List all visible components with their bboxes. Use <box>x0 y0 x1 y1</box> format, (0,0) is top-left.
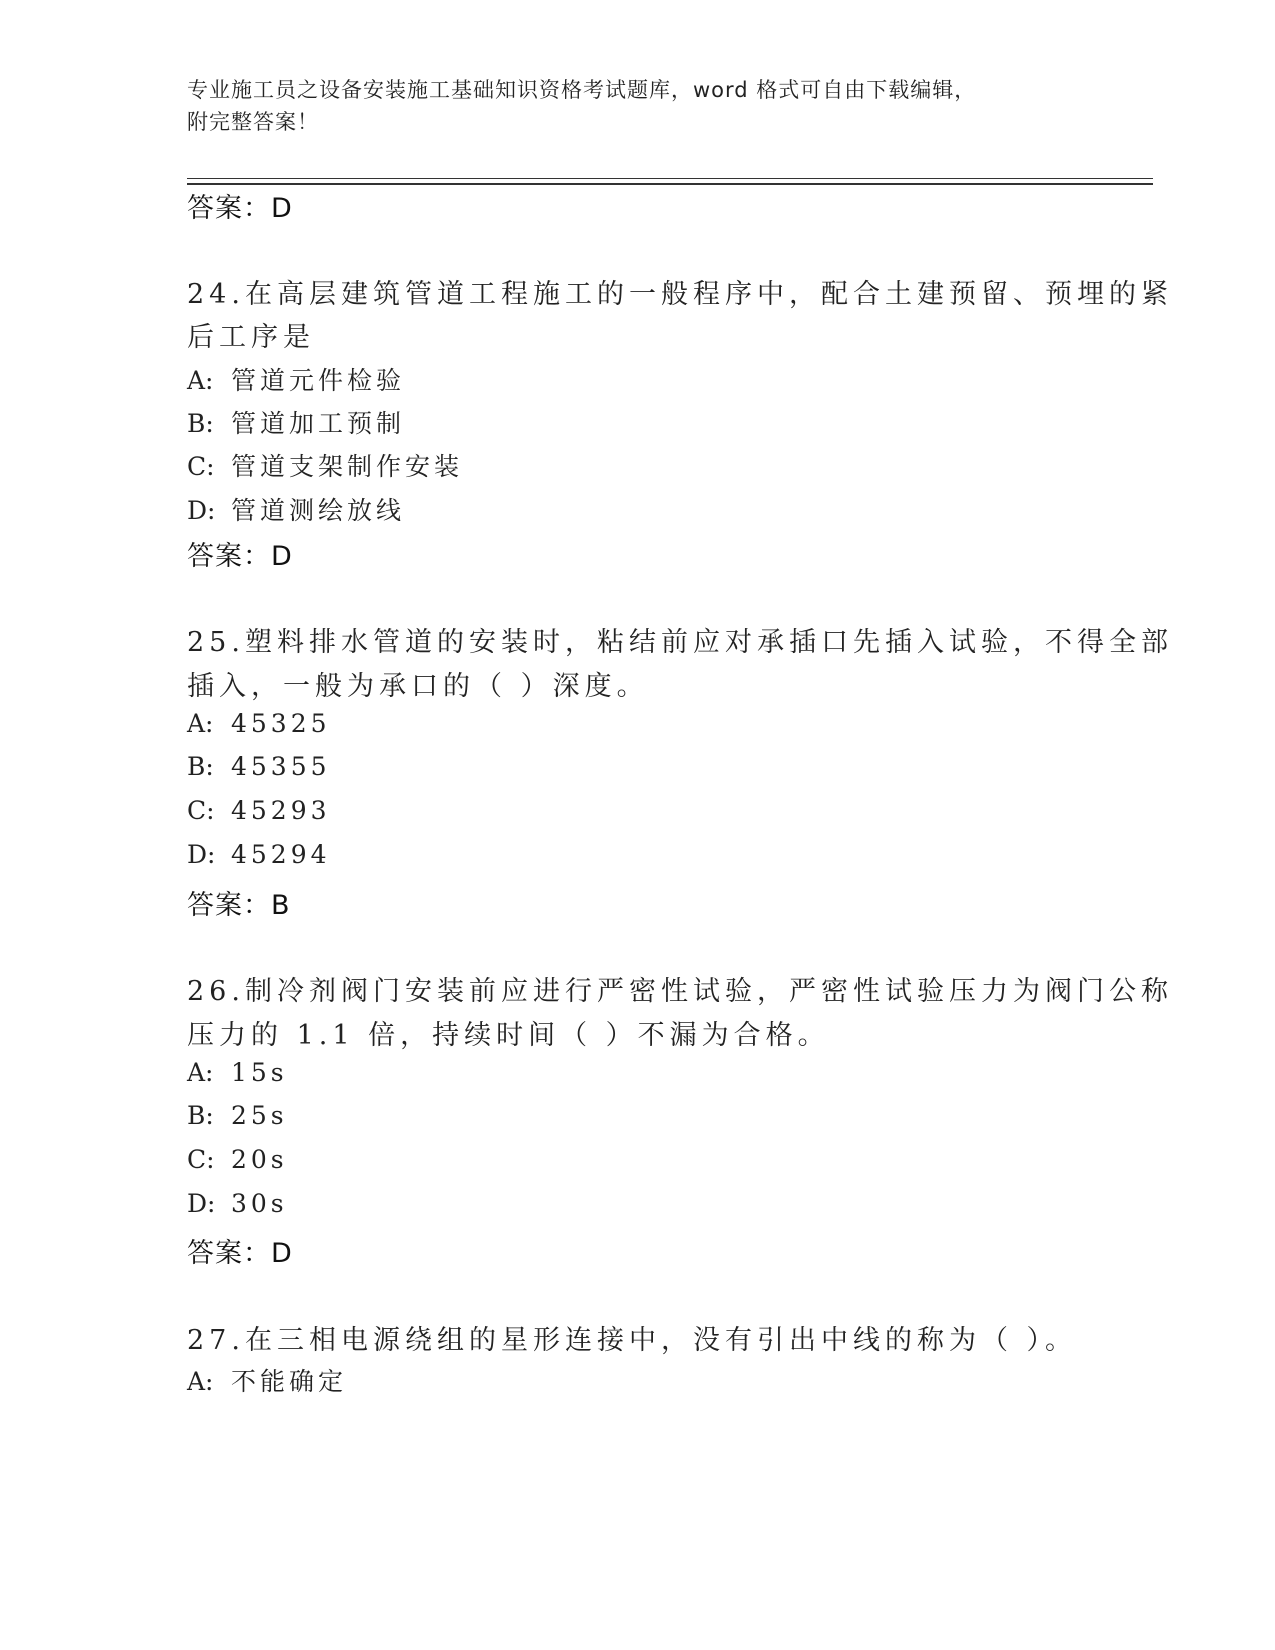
answer-25: 答案：B <box>187 890 291 921</box>
question-26-option-c <box>187 1145 288 1174</box>
option-text: 管道元件检验 <box>231 366 406 395</box>
option-text: 45355 <box>231 752 331 781</box>
option-text: 管道测绘放线 <box>231 496 406 525</box>
option-text: 45294 <box>231 840 331 869</box>
option-text: 15s <box>231 1058 288 1087</box>
header-divider-thick <box>187 183 1153 185</box>
question-24-option-b <box>187 404 405 440</box>
question-25-line-2: 插入，一般为承口的（ ）深度。 <box>187 671 649 702</box>
option-key: C: <box>187 1145 215 1174</box>
question-25-option-c <box>187 796 331 825</box>
question-25-line-1: 25.塑料排水管道的安装时，粘结前应对承插口先插入试验，不得全部 <box>187 627 1173 658</box>
option-key: B: <box>187 752 214 781</box>
option-text: 30s <box>231 1189 288 1218</box>
question-26-line-1: 26.制冷剂阀门安装前应进行严密性试验，严密性试验压力为阀门公称 <box>187 976 1173 1007</box>
question-24-option-c <box>187 447 463 483</box>
question-27-line-1: 27.在三相电源绕组的星形连接中，没有引出中线的称为（ ）。 <box>187 1325 1078 1356</box>
answer-23: 答案：D <box>187 193 293 224</box>
option-key: B: <box>187 409 214 438</box>
question-26-option-a <box>187 1058 288 1087</box>
option-key: A: <box>187 366 214 395</box>
option-key: C: <box>187 452 215 481</box>
option-key: D: <box>187 840 216 869</box>
question-26-line-2: 压力的 1.1 倍，持续时间（ ）不漏为合格。 <box>187 1020 830 1051</box>
option-key: A: <box>187 709 214 738</box>
option-key: B: <box>187 1101 214 1130</box>
option-text: 45325 <box>231 709 331 738</box>
header-line-2: 附完整答案！ <box>187 110 319 134</box>
question-24-line-2: 后工序是 <box>187 322 315 353</box>
option-key: D: <box>187 1189 216 1218</box>
question-27-option-a <box>187 1362 347 1398</box>
question-26-option-d <box>187 1189 288 1218</box>
option-text: 不能确定 <box>231 1367 348 1396</box>
header-line-1: 专业施工员之设备安装施工基础知识资格考试题库，word 格式可自由下载编辑， <box>187 78 977 102</box>
option-text: 20s <box>231 1145 288 1174</box>
question-24-option-a <box>187 361 405 397</box>
option-text: 管道加工预制 <box>231 409 406 438</box>
question-25-option-d <box>187 840 331 869</box>
question-24-option-d <box>187 491 405 527</box>
question-25-option-a <box>187 709 331 738</box>
document-header <box>187 74 1067 138</box>
option-key: A: <box>187 1367 214 1396</box>
header-divider-thin <box>187 178 1153 179</box>
question-26-option-b <box>187 1101 288 1130</box>
question-24-line-1: 24.在高层建筑管道工程施工的一般程序中，配合土建预留、预埋的紧 <box>187 279 1173 310</box>
option-text: 25s <box>231 1101 288 1130</box>
option-key: C: <box>187 796 215 825</box>
option-key: A: <box>187 1058 214 1087</box>
option-text: 45293 <box>231 796 331 825</box>
question-25-option-b <box>187 752 331 781</box>
answer-24: 答案：D <box>187 541 293 572</box>
option-text: 管道支架制作安装 <box>231 452 464 481</box>
answer-26: 答案：D <box>187 1238 293 1269</box>
option-key: D: <box>187 496 216 525</box>
